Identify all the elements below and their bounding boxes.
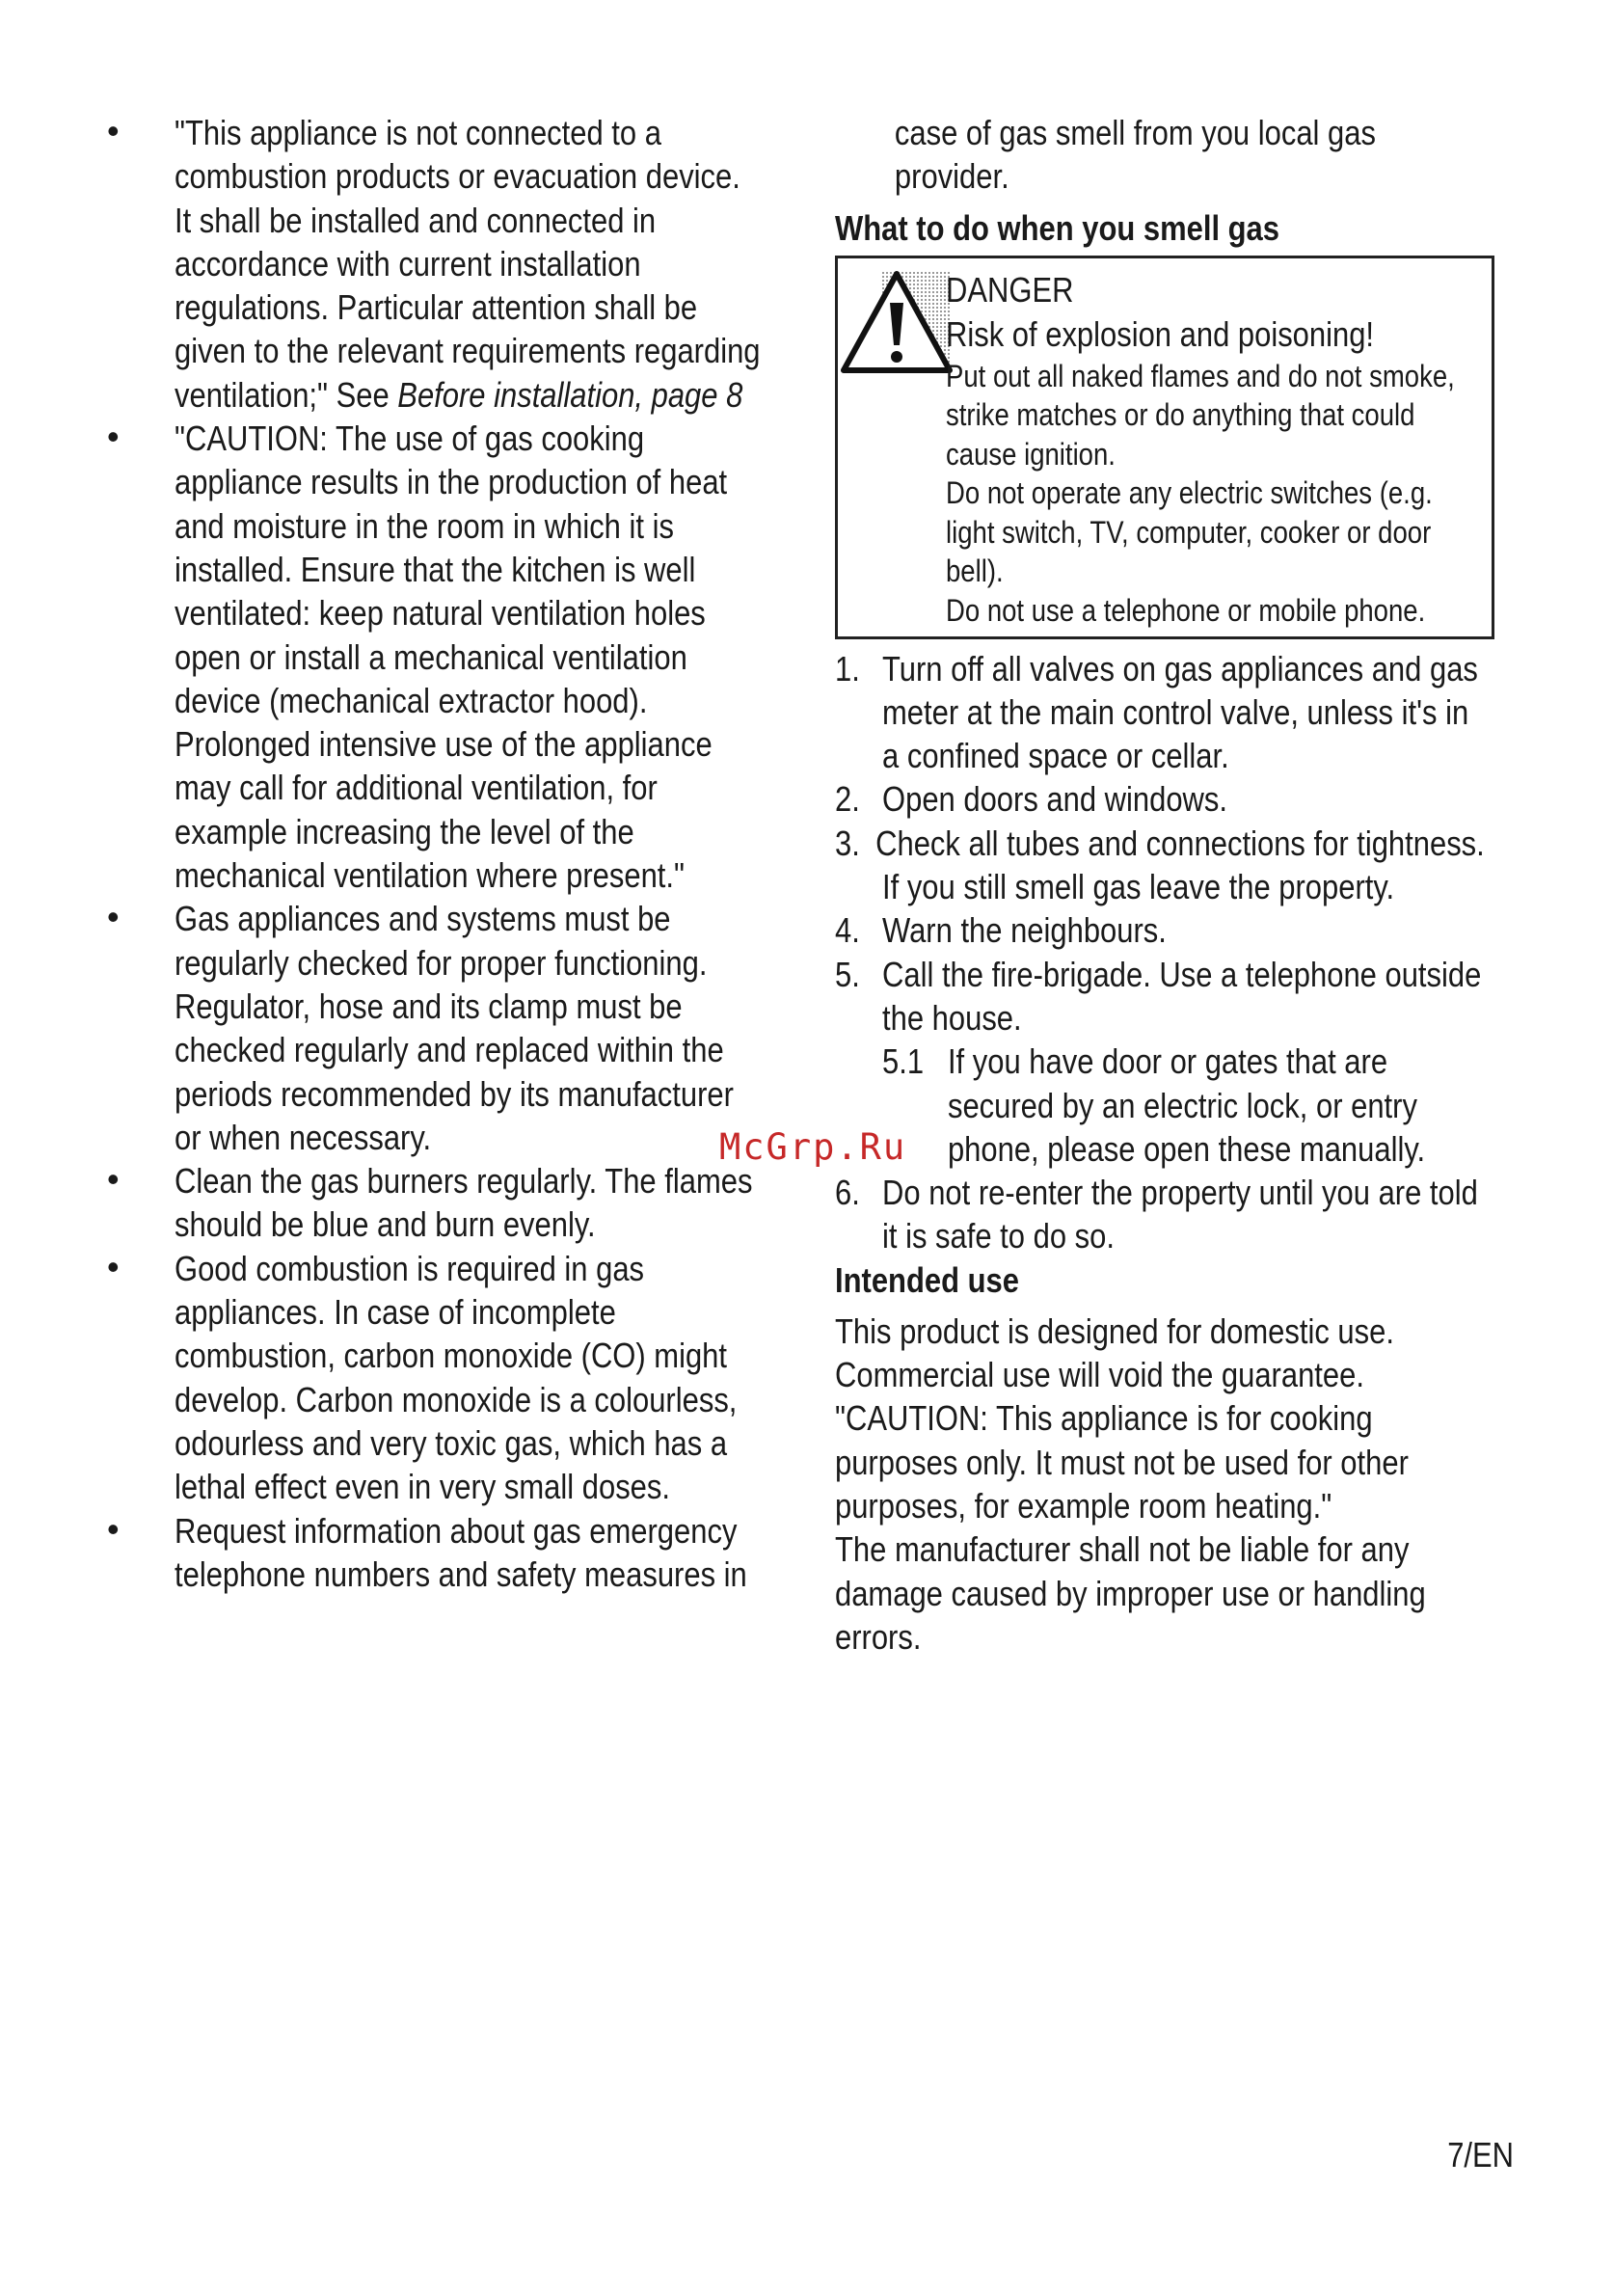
gas-smell-steps	[835, 647, 1522, 1040]
text-line: "CAUTION: This appliance is for cooking	[835, 1398, 1373, 1439]
text-line: combustion, carbon monoxide (CO) might	[175, 1336, 728, 1376]
text-fragment: ventilation;" See	[175, 374, 398, 415]
safety-bullet-list	[101, 111, 795, 1596]
text-line: Commercial use will void the guarantee.	[835, 1355, 1364, 1395]
substep-number: 5.1	[882, 1041, 925, 1082]
text-line: This product is designed for domestic use.	[835, 1310, 1394, 1351]
text-line: Do not re-enter the property until you are told	[882, 1173, 1478, 1213]
text-line: combustion products or evacuation device.	[175, 156, 740, 197]
text-line: secured by an electric lock, or entry	[947, 1085, 1417, 1125]
step-number: 6.	[835, 1173, 860, 1213]
text-line: accordance with current installation	[175, 243, 641, 284]
text-line: it is safe to do so.	[882, 1216, 1115, 1256]
watermark: McGrp.Ru	[719, 1126, 907, 1168]
text-line: purposes, for example room heating."	[835, 1485, 1332, 1526]
step-item	[835, 953, 1522, 1040]
step-number: 5.	[835, 954, 860, 994]
text-line: or when necessary.	[175, 1117, 432, 1157]
text-line: mechanical ventilation where present."	[175, 855, 686, 896]
substep-item	[835, 1040, 1522, 1171]
text-line: provider.	[894, 156, 1009, 197]
bullet-item	[101, 1247, 795, 1509]
text-line: Warn the neighbours.	[882, 910, 1167, 951]
danger-risk: Risk of explosion and poisoning!	[946, 313, 1375, 354]
step-item	[835, 647, 1522, 778]
text-line: device (mechanical extractor hood).	[175, 680, 648, 720]
text-line: the house.	[882, 997, 1022, 1038]
text-line: If you have door or gates that are	[947, 1041, 1388, 1082]
text-line: Put out all naked flames and do not smoke,	[946, 358, 1455, 393]
danger-warning-box	[835, 256, 1494, 639]
text-line: Prolonged intensive use of the appliance	[175, 724, 713, 765]
bullet-item	[101, 417, 795, 897]
text-line: Gas appliances and systems must be	[175, 899, 671, 939]
step-number: 3.	[835, 823, 860, 863]
bullet-icon: •	[107, 1159, 120, 1200]
text-line: Good combustion is required in gas	[175, 1248, 645, 1288]
text-line: may call for additional ventilation, for	[175, 768, 658, 808]
text-line: a confined space or cellar.	[882, 736, 1229, 776]
page-number: 7/EN	[1447, 2135, 1514, 2174]
text-line: meter at the main control valve, unless it's in	[882, 691, 1469, 732]
text-line: Request information about gas emergency	[175, 1510, 738, 1551]
text-line: case of gas smell from you local gas	[894, 113, 1376, 152]
text-line: damage caused by improper use or handling	[835, 1573, 1426, 1613]
bullet-icon: •	[107, 1508, 120, 1549]
text-line: odourless and very toxic gas, which has a	[175, 1422, 728, 1463]
text-line: Do not operate any electric switches (e.g.	[946, 475, 1433, 511]
right-column	[835, 111, 1524, 1659]
text-line: should be blue and burn evenly.	[175, 1204, 596, 1245]
text-line: and moisture in the room in which it is	[175, 505, 674, 546]
bullet-item	[101, 897, 795, 1159]
step-item	[835, 777, 1522, 821]
text-line: light switch, TV, computer, cooker or door	[946, 514, 1432, 550]
text-line: checked regularly and replaced within the	[175, 1030, 724, 1070]
step-number: 1.	[835, 648, 860, 689]
step-item	[835, 1171, 1522, 1258]
text-line: regularly checked for proper functioning.	[175, 942, 708, 983]
text-line: telephone numbers and safety measures in	[175, 1553, 747, 1594]
text-line: given to the relevant requirements regarding	[175, 331, 761, 371]
text-line: Clean the gas burners regularly. The flames	[175, 1161, 753, 1202]
text-line: example increasing the level of the	[175, 811, 634, 851]
text-line: regulations. Particular attention shall be	[175, 287, 698, 328]
bullet-item	[101, 1509, 795, 1597]
bullet-icon: •	[107, 417, 120, 457]
text-line: Regulator, hose and its clamp must be	[175, 986, 683, 1026]
step-number: 4.	[835, 910, 860, 951]
text-line: Do not use a telephone or mobile phone.	[946, 592, 1426, 628]
bullet-icon: •	[107, 111, 120, 150]
text-line: Turn off all valves on gas appliances and gas	[882, 648, 1478, 689]
text-line: "This appliance is not connected to a	[175, 113, 661, 152]
warning-triangle-icon	[840, 268, 954, 374]
text-line: "CAUTION: The use of gas cooking	[175, 419, 645, 459]
text-line: lethal effect even in very small doses.	[175, 1467, 670, 1507]
text-line: phone, please open these manually.	[947, 1128, 1426, 1169]
text-line: The manufacturer shall not be liable for any	[835, 1529, 1410, 1570]
section-heading-intended-use: Intended use	[835, 1259, 1019, 1300]
text-line: appliance results in the production of heat	[175, 462, 728, 502]
text-line: It shall be installed and connected in	[175, 200, 657, 240]
bullet-item	[101, 1159, 795, 1247]
text-line: Open doors and windows.	[882, 779, 1227, 820]
bullet-continuation	[835, 111, 1582, 199]
left-column	[101, 111, 795, 1596]
intended-use-paragraph	[835, 1310, 1522, 1659]
step-item	[835, 908, 1522, 952]
text-line: cause ignition.	[946, 436, 1116, 472]
cross-reference-link[interactable]: Before installation, page 8	[397, 374, 743, 415]
text-line: develop. Carbon monoxide is a colourless,	[175, 1379, 738, 1419]
step-number: 2.	[835, 779, 860, 820]
text-line: installed. Ensure that the kitchen is well	[175, 549, 696, 589]
text-line: ventilated: keep natural ventilation holes	[175, 593, 706, 634]
text-line: purposes only. It must not be used for other	[835, 1442, 1409, 1482]
text-line: bell).	[946, 554, 1004, 589]
text-line: strike matches or do anything that could	[946, 397, 1415, 433]
text-line	[175, 373, 794, 417]
text-line: periods recommended by its manufacturer	[175, 1073, 734, 1114]
bullet-item	[101, 111, 795, 417]
text-line: appliances. In case of incomplete	[175, 1292, 616, 1333]
text-line: open or install a mechanical ventilation	[175, 636, 687, 677]
danger-title: DANGER	[946, 269, 1074, 310]
gas-smell-steps-continued	[835, 1171, 1522, 1258]
section-heading-smell-gas: What to do when you smell gas	[835, 207, 1280, 248]
text-line: errors.	[835, 1616, 922, 1657]
text-line: If you still smell gas leave the property.	[882, 867, 1395, 907]
step-item	[835, 822, 1522, 909]
bullet-icon: •	[107, 1246, 120, 1286]
text-line: Check all tubes and connections for tightness.	[875, 823, 1485, 863]
danger-content	[946, 268, 1495, 631]
text-line: Call the fire-brigade. Use a telephone outside	[882, 954, 1482, 994]
bullet-icon: •	[107, 897, 120, 937]
